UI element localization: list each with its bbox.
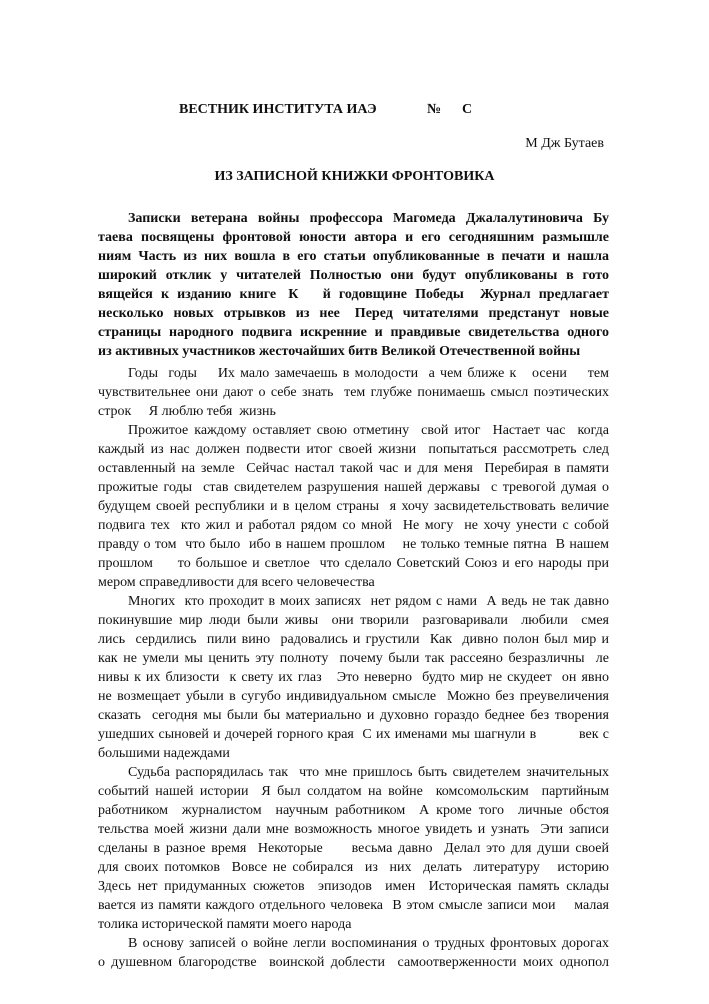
body-line: вается из памяти каждого отдельного человека В этом смысле записи мои малая [98,898,609,913]
abstract-line: ниям Часть из них вошла в его статьи опубликованные в печати и нашла [98,249,609,264]
body-line: лись сердились пили вино радовались и грустили Как дивно полон был мир и [98,632,609,647]
issue-number: С [462,102,473,117]
body-line: событий нашей истории Я был солдатом на войне комсомольским партийным [98,784,609,799]
abstract-line: несколько новых отрывков из нее Перед читателями предстанут новые [98,306,609,321]
abstract-line: страницы народного подвига искренние и правдивые свидетельства одного [98,325,609,340]
abstract-line: вящейся к изданию книге К й годовщине Победы Журнал предлагает [98,287,609,302]
body-line: большими надеждами [98,746,230,761]
author-name: М Дж Бутаев [525,136,604,151]
number-sign: № [427,102,442,117]
body-line: В основу записей о войне легли воспоминания о трудных фронтовых дорогах [128,936,609,951]
abstract [98,209,609,361]
body-line: правду о том что было ибо в нашем прошлом не только темные пятна В нашем [98,537,609,552]
body-line: Многих кто проходит в моих записях нет рядом с нами А ведь не так давно [128,594,609,609]
body-line: прожитые годы став свидетелем разрушения нашей державы с тревогой думая о [98,480,609,495]
abstract-line: из активных участников жесточайших битв Великой Отечественной войны [98,344,581,359]
abstract-line: широкий отклик у читателей Полностью они будут опубликованы в гото [98,268,609,283]
body-line: о душевном благородстве воинской доблести самоотверженности моих однопол [98,955,609,970]
body-line: толика исторической памяти моего народа [98,917,352,932]
body-line: ушедших сыновей и дочерей горного края С их именами мы шагнули в век с [98,727,609,742]
body-line: тельства моей жизни дали мне возможность многое увидеть и узнать Эти записи [98,822,609,837]
body-line: оставленный на земле Сейчас настал такой час и для меня Перебирая в памяти [98,461,609,476]
abstract-line: Записки ветерана войны профессора Магомеда Джалалутиновича Бу [128,211,609,226]
body-line: как не умели мы ценить эту полноту почему были так рассеяно безразличны ле [98,651,609,666]
body-line: чувствительнее они дают о себе знать тем глубже понимаешь смысл поэтических [98,385,609,400]
body-line: не возмещает убыли в сугубо индивидуальном смысле Можно без преувеличения [98,689,609,704]
abstract-line: таева посвящены фронтовой юности автора и его сегодняшним размышле [98,230,609,245]
body-line: Судьба распорядилась так что мне пришлось быть свидетелем значительных [128,765,609,780]
body-line: будущем своей республики и в целом страны я хочу засвидетельствовать величие [98,499,609,514]
body-line: мером справедливости для всего человечества [98,575,375,590]
body-line: покинувшие мир люди были живы они творили разговаривали любили смея [98,613,609,628]
body-line: Годы годы Их мало замечаешь в молодости а чем ближе к осени тем [128,366,609,381]
body-line: строк Я люблю тебя жизнь [98,404,276,419]
body-line: для своих потомков Вовсе не собирался из них делать литературу историю [98,860,609,875]
body-line: подвига тех кто жил и работал рядом со мной Не могу не хочу унести с собой [98,518,609,533]
body-line: работником журналистом научным работником А кроме того личные обстоя [98,803,609,818]
body-line: Прожитое каждому оставляет свою отметину свой итог Настает час когда [128,423,609,438]
body-line: нивы к их близости к свету их глаз Это неверно будто мир не скудеет он явно [98,670,609,685]
body-line: сделаны в разное время Некоторые весьма давно Делал это для души своей [98,841,609,856]
body-line: каждый из нас должен подвести итог своей жизни попытаться рассмотреть след [98,442,609,457]
article-body [98,364,609,972]
journal-title: ВЕСТНИК ИНСТИТУТА ИАЭ [179,102,377,117]
body-line: прошлом то большое и светлое что сделало Советский Союз и его народы при [98,556,609,571]
body-line: Здесь нет придуманных сюжетов эпизодов имен Историческая память склады [98,879,609,894]
body-line: сказать сегодня мы были бы материально и духовно гораздо беднее без творения [98,708,609,723]
article-title: ИЗ ЗАПИСНОЙ КНИЖКИ ФРОНТОВИКА [214,169,495,184]
